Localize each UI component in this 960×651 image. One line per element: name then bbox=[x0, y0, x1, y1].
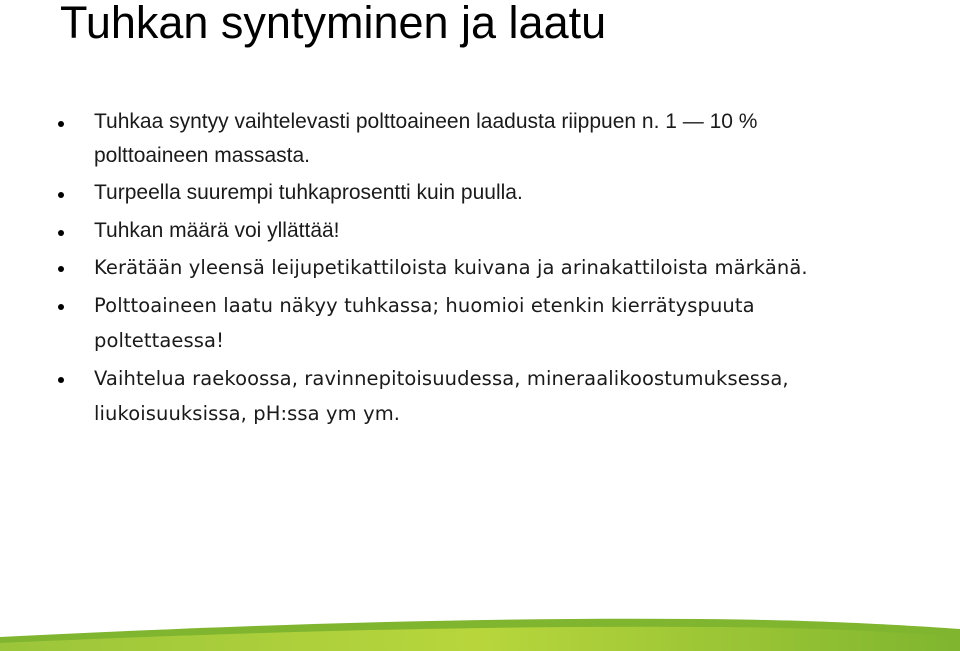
bullet-dot-icon bbox=[58, 230, 64, 236]
bullet-text: Polttoaineen laatu näkyy tuhkassa; huomioi etenkin kierrätyspuuta poltettaessa! bbox=[94, 294, 755, 352]
bullet-text: Tuhkan määrä voi yllättää! bbox=[94, 219, 340, 242]
footer-swoosh-decoration bbox=[0, 611, 960, 651]
bullet-item-2 bbox=[58, 176, 938, 210]
bullet-text: Kerätään yleensä leijupetikattiloista kuivana ja arinakattiloista märkänä. bbox=[94, 256, 808, 279]
bullet-item-5 bbox=[58, 288, 938, 358]
bullet-text: Turpeella suurempi tuhkaprosentti kuin puulla. bbox=[94, 181, 523, 204]
bullet-dot-icon bbox=[58, 121, 64, 127]
bullet-dot-icon bbox=[58, 266, 64, 272]
bullet-dot-icon bbox=[58, 304, 64, 310]
bullet-list bbox=[58, 105, 938, 431]
bullet-dot-icon bbox=[58, 377, 64, 383]
bullet-dot-icon bbox=[58, 192, 64, 198]
bullet-item-4 bbox=[58, 250, 938, 285]
bullet-item-1 bbox=[58, 105, 938, 173]
bullet-text: Vaihtelua raekoossa, ravinnepitoisuudessa, mineraalikoostumuksessa, liukoisuuksissa, pH:ssa ym ym. bbox=[94, 367, 789, 425]
slide-title: Tuhkan syntyminen ja laatu bbox=[60, 0, 607, 48]
bullet-item-6 bbox=[58, 361, 938, 431]
bullet-item-3 bbox=[58, 214, 938, 248]
bullet-text: Tuhkaa syntyy vaihtelevasti polttoaineen laadusta riippuen n. 1 — 10 % polttoaineen massasta. bbox=[94, 110, 758, 167]
